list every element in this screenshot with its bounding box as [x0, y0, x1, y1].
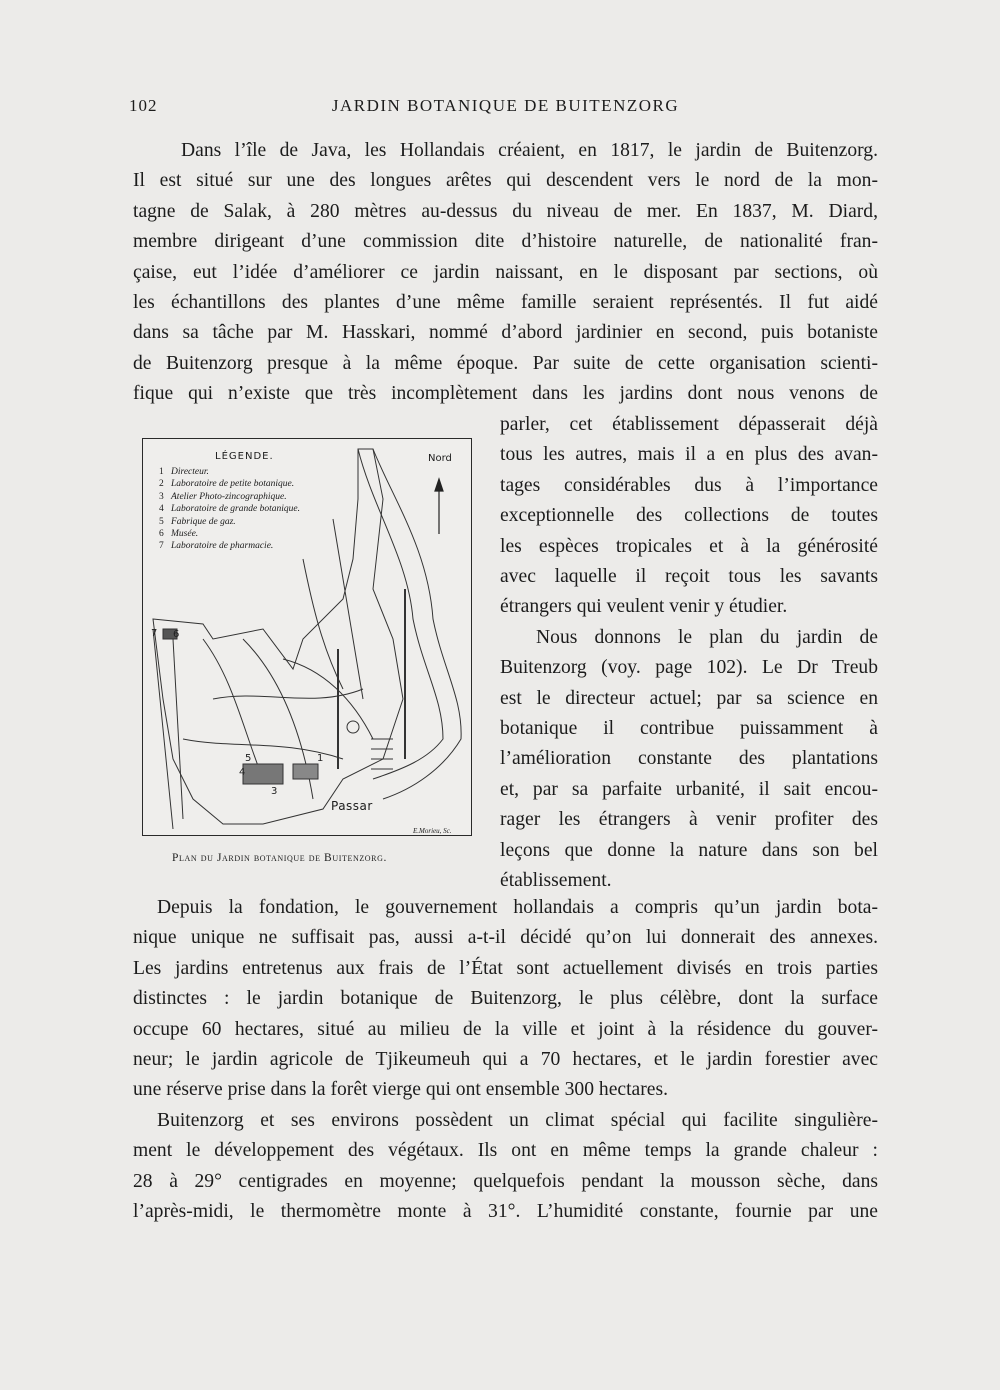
text-line: les espèces tropicales et à la générosité [500, 535, 878, 557]
svg-text:5: 5 [245, 753, 252, 764]
svg-text:1: 1 [317, 753, 324, 764]
text-line: l’après-midi, le thermomètre monte à 31°. L’humidité constante, fournie par une [133, 1201, 878, 1223]
legend-item: 4 Laboratoire de grande botanique. [159, 504, 300, 515]
text-line: distinctes : le jardin botanique de Buitenzorg, le plus célèbre, dont la surface [133, 988, 878, 1010]
text-line: Buitenzorg (voy. page 102). Le Dr Treub [500, 657, 878, 679]
text-line: tous les autres, mais il a en plus des avan- [500, 444, 878, 466]
text-line: nique unique ne suffisait pas, aussi a-t-il décidé qu’on lui donnerait des annexes. [133, 927, 878, 949]
text-line: fique qui n’existe que très incomplètement dans les jardins dont nous venons de [133, 383, 878, 405]
legend-item: 6 Musée. [159, 529, 199, 540]
text-line: tagne de Salak, à 280 mètres au-dessus du niveau de mer. En 1837, M. Diard, [133, 200, 878, 222]
garden-plan-figure [142, 438, 472, 836]
running-title: JARDIN BOTANIQUE DE BUITENZORG [331, 96, 680, 115]
text-line: çaise, eut l’idée d’améliorer ce jardin naissant, en le disposant par sections, où [133, 261, 878, 283]
paragraph-gouvernement [133, 893, 878, 1106]
text-line: établissement. [500, 870, 612, 892]
legend-item: 7 Laboratoire de pharmacie. [159, 541, 274, 552]
text-line: 28 à 29° centigrades en moyenne; quelquefois pendant la mousson sèche, dans [133, 1170, 878, 1192]
bottom-text [133, 893, 878, 1227]
text-line: une réserve prise dans la forêt vierge qui ont ensemble 300 hectares. [133, 1079, 669, 1101]
legend-item: 2 Laboratoire de petite botanique. [159, 479, 295, 490]
text-line: Il est situé sur une des longues arêtes qui descendent vers le nord de la mon- [133, 170, 878, 192]
map-frame [142, 438, 472, 836]
figure-caption: Plan du Jardin botanique de Buitenzorg. [172, 852, 387, 864]
text-line: parler, cet établissement dépasserait déjà [500, 414, 878, 435]
legend-list [159, 466, 300, 553]
svg-text:3: 3 [271, 786, 278, 797]
place-label: Passar [331, 799, 373, 813]
legend-item: 5 Fabrique de gaz. [159, 516, 236, 527]
text-line: tages considérables dus à l’importance [500, 474, 878, 496]
text-line: étrangers qui veulent venir y étudier. [500, 596, 788, 618]
paragraph-java [133, 136, 878, 166]
svg-text:6: 6 [173, 629, 180, 640]
text-line: leçons que donne la nature dans son bel [500, 839, 878, 861]
text-line: rager les étrangers à venir profiter des [500, 809, 878, 831]
legend-title: LÉGENDE. [215, 451, 274, 462]
text-line: Nous donnons le plan du jardin de [536, 626, 878, 648]
svg-text:7: 7 [151, 628, 158, 639]
paragraph-java-cont [133, 166, 878, 409]
north-label: Nord [428, 453, 452, 464]
text-line: Les jardins entretenus aux frais de l’État sont actuellement divisés en trois parties [133, 957, 878, 979]
legend-item: 3 Atelier Photo-zincographique. [159, 491, 287, 502]
text-line: ment le développement des végétaux. Ils ont en même temps la grande chaleur : [133, 1140, 878, 1162]
text-line: de Buitenzorg presque à la même époque. Par suite de cette organisation scienti- [133, 352, 878, 374]
text-line: et, par sa parfaite urbanité, il sait encou- [500, 778, 878, 800]
text-line: botanique il contribue puissamment à [500, 718, 878, 740]
text-line: Depuis la fondation, le gouvernement hollandais a compris qu’un jardin bota- [157, 897, 878, 918]
side-column-text [500, 410, 878, 897]
paragraph-climat [133, 1106, 878, 1228]
text-line: exceptionnelle des collections de toutes [500, 505, 878, 527]
text-line: Buitenzorg et ses environs possèdent un climat spécial qui facilite singulière- [157, 1109, 878, 1131]
legend-item: 1 Directeur. [159, 467, 209, 477]
page-number: 102 [129, 96, 158, 115]
text-line: avec laquelle il reçoit tous les savants [500, 566, 878, 588]
top-paragraph [133, 136, 878, 410]
river-line [373, 449, 461, 799]
text-line: Dans l’île de Java, les Hollandais créaient, en 1817, le jardin de Buitenzorg. [181, 140, 878, 161]
text-line: l’amélioration constante des plantations [500, 748, 878, 770]
text-line: les échantillons des plantes d’une même famille seraient représentés. Il fut aidé [133, 292, 878, 314]
text-line: neur; le jardin agricole de Tjikeumeuh qui a 70 hectares, et le jardin forestier avec [133, 1049, 878, 1071]
svg-text:4: 4 [239, 767, 246, 778]
text-line: est le directeur actuel; par sa science en [500, 687, 878, 709]
text-line: dans sa tâche par M. Hasskari, nommé d’abord jardinier en second, puis botaniste [133, 322, 878, 344]
text-line: membre dirigeant d’une commission dite d’histoire naturelle, de nationalité fran- [133, 231, 878, 253]
engraver-signature: E.Morieu, Sc. [413, 827, 452, 835]
north-arrow-icon [435, 479, 443, 534]
page-header [129, 96, 878, 120]
text-line: occupe 60 hectares, situé au milieu de la ville et joint à la résidence du gouver- [133, 1018, 878, 1040]
